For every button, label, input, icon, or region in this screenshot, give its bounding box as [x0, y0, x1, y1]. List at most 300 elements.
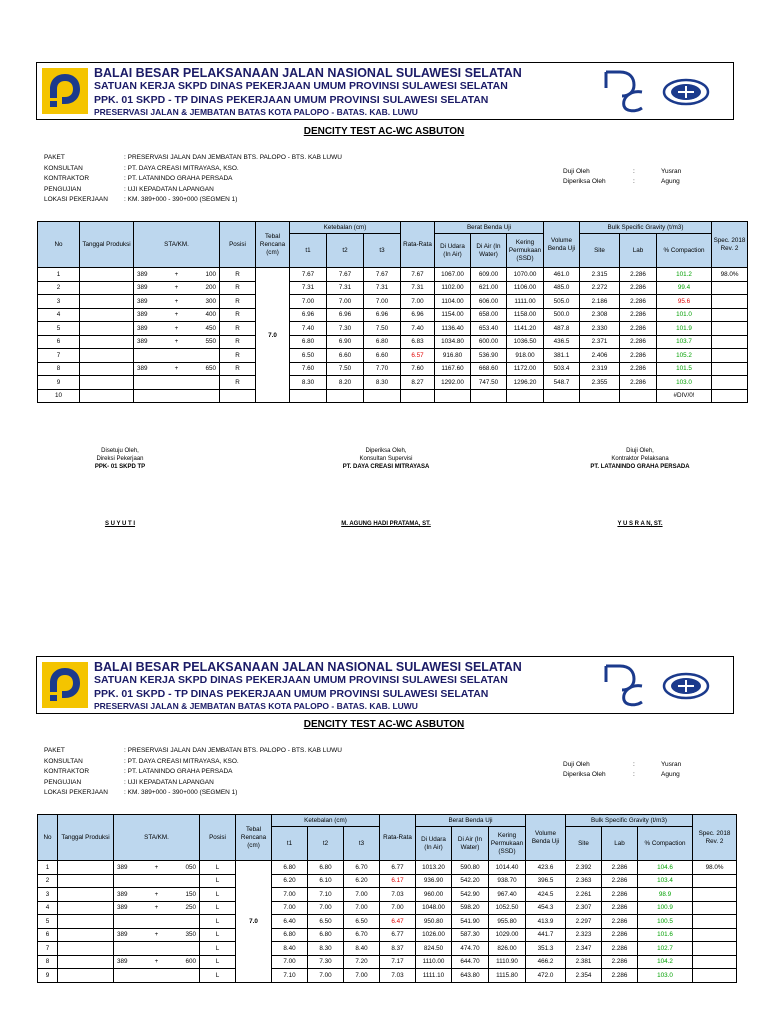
table-row: [38, 335, 748, 349]
cell-volume: 454.3: [526, 901, 566, 915]
sta-part: 550: [205, 338, 216, 346]
cell-kering: 1158.00: [507, 308, 544, 322]
sta-part: 389: [137, 338, 148, 346]
cell-t1: 6.80: [272, 861, 308, 875]
cell-kering: 938.70: [489, 874, 526, 888]
cell-air: 542.20: [452, 874, 489, 888]
info-key: PENGUJIAN: [44, 778, 82, 786]
cell-sta: [114, 955, 200, 969]
cell-udara: 1154.00: [435, 308, 471, 322]
cell-tebal: 7.0: [256, 268, 290, 403]
col-berat: Berat Benda Uji: [416, 815, 526, 827]
cell-compaction: 104.6: [638, 861, 693, 875]
cell-t3: [364, 389, 401, 403]
cell-compaction: 103.7: [657, 335, 712, 349]
cell-rata: 6.17: [380, 874, 416, 888]
cell-rata: 7.03: [380, 969, 416, 983]
cell-t2: 7.30: [308, 955, 344, 969]
density-table: [37, 221, 748, 403]
cell-t2: 6.50: [308, 915, 344, 929]
cell-spec: 98.0%: [693, 861, 737, 875]
col-kering: Kering Permukaan (SSD): [507, 234, 544, 268]
cell-sta: [114, 928, 200, 942]
cell-posisi: R: [220, 349, 256, 363]
info-key: LOKASI PEKERJAAN: [44, 789, 108, 796]
cell-spec: [693, 874, 737, 888]
sta-part: +: [174, 270, 179, 278]
cell-air: [471, 389, 507, 403]
cell-t1: 7.31: [290, 281, 327, 295]
cell-site: 2.354: [566, 969, 602, 983]
cell-compaction: 101.2: [657, 268, 712, 282]
cell-t2: 7.31: [327, 281, 364, 295]
col-lab: Lab: [620, 234, 657, 268]
tester-value: Yusran: [661, 168, 682, 175]
info-row-lokasi: [44, 195, 342, 206]
cell-tanggal: [58, 955, 114, 969]
table-row: [38, 268, 748, 282]
cell-udara: 1110.00: [416, 955, 452, 969]
cell-spec: [712, 281, 748, 295]
cell-posisi: R: [220, 362, 256, 376]
sta-part: 389: [137, 270, 148, 278]
tester-row: [563, 167, 681, 177]
info-value: : PRESERVASI JALAN DAN JEMBATAN BTS. PALOPO - BTS. KAB LUWU: [124, 154, 342, 161]
tester-colon: :: [633, 761, 635, 768]
cell-posisi: L: [200, 955, 236, 969]
sta-part: +: [174, 297, 179, 305]
table-row: [38, 874, 737, 888]
cell-site: 2.308: [580, 308, 620, 322]
cell-spec: [712, 322, 748, 336]
cell-lab: 2.286: [620, 349, 657, 363]
cell-no: 8: [38, 362, 80, 376]
info-row-kontraktor: [44, 174, 342, 185]
sta-part: +: [174, 324, 179, 332]
cell-lab: 2.286: [620, 308, 657, 322]
info-value: : PT. LATANINDO GRAHA PERSADA: [124, 175, 233, 182]
cell-spec: [693, 888, 737, 902]
cell-posisi: L: [200, 874, 236, 888]
cell-compaction: 103.0: [638, 969, 693, 983]
cell-air: 643.80: [452, 969, 489, 983]
sta-value: [135, 284, 218, 291]
info-key: KONTRAKTOR: [44, 175, 90, 182]
cell-udara: 1102.00: [435, 281, 471, 295]
tester-key: Diperiksa Oleh: [563, 771, 606, 778]
cell-t1: 6.20: [272, 874, 308, 888]
cell-t1: [290, 389, 327, 403]
tester-value: Yusran: [661, 761, 682, 768]
table-row: [38, 969, 737, 983]
sta-part: 389: [117, 863, 128, 871]
tester-colon: :: [633, 178, 635, 185]
table-row: [38, 295, 748, 309]
cell-spec: [712, 389, 748, 403]
signature-approver: [20, 447, 220, 471]
cell-t3: 7.50: [364, 322, 401, 336]
density-table-body: [38, 861, 737, 983]
cell-udara: 1167.60: [435, 362, 471, 376]
tester-value: Agung: [661, 771, 680, 778]
cell-spec: [693, 942, 737, 956]
cell-rata: 6.77: [380, 928, 416, 942]
col-t2: t2: [308, 827, 344, 861]
report-header: [36, 656, 734, 714]
cell-t3: 8.40: [344, 942, 380, 956]
cell-t3: 7.00: [344, 969, 380, 983]
cell-sta: [134, 389, 220, 403]
cell-site: 2.381: [566, 955, 602, 969]
sta-part: 350: [185, 931, 196, 939]
cell-volume: 461.0: [544, 268, 580, 282]
cell-no: 7: [38, 349, 80, 363]
cell-t2: [327, 389, 364, 403]
tester-row: [563, 177, 681, 187]
cell-udara: 1136.40: [435, 322, 471, 336]
info-key: KONSULTAN: [44, 164, 83, 172]
cell-rata: 8.27: [401, 376, 435, 390]
col-volume: Volume Benda Uji: [526, 815, 566, 861]
tester-info: [563, 760, 681, 780]
cell-kering: 1296.20: [507, 376, 544, 390]
info-value: : PT. DAYA CREASI MITRAYASA, KSO.: [124, 757, 239, 765]
project-info: [44, 153, 342, 206]
cell-spec: [712, 349, 748, 363]
cell-volume: 423.6: [526, 861, 566, 875]
cell-air: 653.40: [471, 322, 507, 336]
report-title: DENCITY TEST AC-WC ASBUTON: [303, 719, 465, 730]
cell-tanggal: [80, 268, 134, 282]
cell-air: 668.60: [471, 362, 507, 376]
cell-rata: 7.60: [401, 362, 435, 376]
cell-rata: 7.03: [380, 888, 416, 902]
sta-part: 050: [185, 863, 196, 871]
cell-posisi: R: [220, 322, 256, 336]
table-row: [38, 281, 748, 295]
cell-t2: 6.96: [327, 308, 364, 322]
sta-value: [115, 864, 198, 871]
cell-t3: 6.70: [344, 861, 380, 875]
sta-part: 389: [137, 297, 148, 305]
cell-site: 2.330: [580, 322, 620, 336]
cell-t1: 6.80: [290, 335, 327, 349]
header-line-2: SATUAN KERJA SKPD DINAS PEKERJAAN UMUM PROVINSI SULAWESI SELATAN: [94, 80, 508, 92]
table-row: [38, 322, 748, 336]
cell-compaction: 101.9: [657, 322, 712, 336]
cell-lab: [620, 389, 657, 403]
sta-part: 650: [205, 365, 216, 373]
signature-name-reviewer: M. AGUNG HADI PRATAMA, ST.: [341, 521, 431, 527]
table-row: [38, 389, 748, 403]
col-sta: STA/KM.: [134, 222, 220, 268]
cell-t3: 7.00: [344, 888, 380, 902]
cell-lab: 2.286: [602, 888, 638, 902]
cell-air: 536.90: [471, 349, 507, 363]
cell-sta: [114, 942, 200, 956]
sign-line: Kontraktor Pelaksana: [611, 456, 669, 462]
cell-sta: [134, 335, 220, 349]
cell-no: 4: [38, 308, 80, 322]
cell-no: 3: [38, 888, 58, 902]
cell-lab: 2.286: [602, 928, 638, 942]
cell-t1: 7.00: [272, 955, 308, 969]
cell-tanggal: [58, 942, 114, 956]
cell-lab: 2.286: [602, 915, 638, 929]
sta-part: 600: [185, 958, 196, 966]
cell-no: 4: [38, 901, 58, 915]
cell-posisi: L: [200, 901, 236, 915]
cell-udara: 1292.00: [435, 376, 471, 390]
tester-info: [563, 167, 681, 187]
cell-udara: 1013.20: [416, 861, 452, 875]
col-air: Di Air (In Water): [452, 827, 489, 861]
cell-t1: 8.40: [272, 942, 308, 956]
info-value: : KM. 389+000 - 390+000 (SEGMEN 1): [124, 789, 238, 796]
cell-t3: 6.70: [344, 928, 380, 942]
header-line-3: PPK. 01 SKPD - TP DINAS PEKERJAAN UMUM PROVINSI SULAWESI SELATAN: [94, 94, 489, 106]
cell-spec: [712, 308, 748, 322]
cell-tanggal: [58, 928, 114, 942]
info-row-paket: [44, 153, 342, 164]
cell-compaction: 99.4: [657, 281, 712, 295]
pu-logo-icon: [42, 68, 88, 114]
cell-posisi: L: [200, 915, 236, 929]
cell-udara: 916.80: [435, 349, 471, 363]
sign-line: Disetuju Oleh,: [101, 448, 139, 454]
cell-kering: 1029.00: [489, 928, 526, 942]
cell-tanggal: [80, 349, 134, 363]
cell-kering: 1106.00: [507, 281, 544, 295]
cell-site: 2.406: [580, 349, 620, 363]
sta-part: 200: [205, 284, 216, 292]
cell-volume: [544, 389, 580, 403]
cell-posisi: R: [220, 376, 256, 390]
col-udara: Di Udara (In Air): [416, 827, 452, 861]
cell-t2: 6.80: [308, 928, 344, 942]
col-spec: Spec. 2018 Rev. 2: [693, 815, 737, 861]
col-ketebalan: Ketebalan (cm): [290, 222, 401, 234]
cell-t3: 6.50: [344, 915, 380, 929]
col-tanggal: Tanggal Produksi: [58, 815, 114, 861]
cell-volume: 487.8: [544, 322, 580, 336]
cell-air: 609.00: [471, 268, 507, 282]
cell-sta: [134, 376, 220, 390]
header-line-1: BALAI BESAR PELAKSANAAN JALAN NASIONAL SULAWESI SELATAN: [94, 66, 522, 80]
info-row-kontraktor: [44, 767, 342, 778]
cell-udara: 1034.80: [435, 335, 471, 349]
cell-tanggal: [58, 915, 114, 929]
cell-t2: 7.00: [327, 295, 364, 309]
cell-sta: [114, 861, 200, 875]
info-key: PAKET: [44, 747, 65, 754]
cell-volume: 441.7: [526, 928, 566, 942]
cell-kering: 826.00: [489, 942, 526, 956]
info-row-pengujian: [44, 778, 342, 789]
density-table: [37, 814, 737, 983]
cell-rata: 7.67: [401, 268, 435, 282]
cell-rata: 7.00: [401, 295, 435, 309]
cell-air: 598.20: [452, 901, 489, 915]
cell-compaction: 101.0: [657, 308, 712, 322]
cell-udara: 824.50: [416, 942, 452, 956]
col-lab: Lab: [602, 827, 638, 861]
cell-udara: [435, 389, 471, 403]
cell-t1: 7.40: [290, 322, 327, 336]
header-line-4: PRESERVASI JALAN & JEMBATAN BATAS KOTA PALOPO - BATAS. KAB. LUWU: [94, 107, 418, 117]
cell-kering: 1172.00: [507, 362, 544, 376]
cell-udara: 936.90: [416, 874, 452, 888]
col-t2: t2: [327, 234, 364, 268]
tester-key: Duji Oleh: [563, 761, 590, 768]
info-value: : PT. DAYA CREASI MITRAYASA, KSO.: [124, 164, 239, 172]
cell-kering: 1110.90: [489, 955, 526, 969]
cell-kering: 1115.80: [489, 969, 526, 983]
col-no: No: [38, 815, 58, 861]
cell-compaction: 98.9: [638, 888, 693, 902]
cell-sta: [134, 349, 220, 363]
cell-air: 658.00: [471, 308, 507, 322]
cell-lab: 2.286: [602, 942, 638, 956]
cell-volume: 351.3: [526, 942, 566, 956]
table-row: [38, 362, 748, 376]
cell-sta: [134, 281, 220, 295]
cell-kering: 1111.00: [507, 295, 544, 309]
sta-value: [135, 311, 218, 318]
sta-part: 250: [185, 904, 196, 912]
table-row: [38, 861, 737, 875]
cell-t2: 7.67: [327, 268, 364, 282]
cell-rata: 6.96: [401, 308, 435, 322]
cell-udara: 950.80: [416, 915, 452, 929]
cell-spec: [693, 955, 737, 969]
col-t1: t1: [272, 827, 308, 861]
cell-volume: 436.5: [544, 335, 580, 349]
cell-tanggal: [58, 901, 114, 915]
info-value: : PT. LATANINDO GRAHA PERSADA: [124, 768, 233, 775]
cell-t2: 7.00: [308, 901, 344, 915]
cell-posisi: L: [200, 969, 236, 983]
company-logo-icon: [602, 68, 712, 114]
cell-spec: 98.0%: [712, 268, 748, 282]
cell-udara: 1026.00: [416, 928, 452, 942]
cell-tebal: 7.0: [236, 861, 272, 983]
cell-tanggal: [80, 295, 134, 309]
col-t1: t1: [290, 234, 327, 268]
cell-t3: 7.00: [344, 901, 380, 915]
info-row-paket: [44, 746, 342, 757]
cell-lab: 2.286: [620, 268, 657, 282]
cell-sta: [114, 901, 200, 915]
cell-no: 8: [38, 955, 58, 969]
cell-tanggal: [80, 362, 134, 376]
cell-sta: [134, 268, 220, 282]
cell-sta: [114, 969, 200, 983]
cell-kering: 1070.00: [507, 268, 544, 282]
cell-site: 2.355: [580, 376, 620, 390]
cell-volume: 503.4: [544, 362, 580, 376]
sta-part: 389: [117, 958, 128, 966]
col-site: Site: [566, 827, 602, 861]
cell-udara: 1111.10: [416, 969, 452, 983]
sta-value: [115, 958, 198, 965]
tester-key: Diperiksa Oleh: [563, 178, 606, 185]
report-header: [36, 62, 734, 120]
sta-part: 300: [205, 297, 216, 305]
cell-site: 2.363: [566, 874, 602, 888]
cell-posisi: R: [220, 335, 256, 349]
cell-volume: 548.7: [544, 376, 580, 390]
col-kering: Kering Permukaan (SSD): [489, 827, 526, 861]
sta-part: +: [154, 904, 159, 912]
project-info: [44, 746, 342, 799]
cell-no: 3: [38, 295, 80, 309]
sta-value: [135, 271, 218, 278]
cell-rata: 6.83: [401, 335, 435, 349]
cell-tanggal: [80, 281, 134, 295]
cell-site: 2.392: [566, 861, 602, 875]
cell-posisi: R: [220, 281, 256, 295]
col-volume: Volume Benda Uji: [544, 222, 580, 268]
cell-no: 2: [38, 281, 80, 295]
company-logo-icon: [602, 662, 712, 708]
cell-volume: 381.1: [544, 349, 580, 363]
sta-part: 389: [117, 904, 128, 912]
info-key: KONSULTAN: [44, 757, 83, 765]
cell-compaction: 105.2: [657, 349, 712, 363]
cell-no: 5: [38, 322, 80, 336]
sta-part: 389: [117, 890, 128, 898]
pu-logo-icon: [42, 662, 88, 708]
cell-t1: 6.80: [272, 928, 308, 942]
cell-no: 2: [38, 874, 58, 888]
cell-udara: 960.00: [416, 888, 452, 902]
cell-spec: [712, 335, 748, 349]
info-row-konsultan: [44, 757, 342, 768]
cell-t2: 7.50: [327, 362, 364, 376]
info-row-pengujian: [44, 185, 342, 196]
table-row: [38, 928, 737, 942]
cell-compaction: 102.7: [638, 942, 693, 956]
cell-air: 747.50: [471, 376, 507, 390]
sta-part: +: [154, 890, 159, 898]
cell-tanggal: [58, 861, 114, 875]
cell-no: 5: [38, 915, 58, 929]
cell-lab: 2.286: [602, 861, 638, 875]
cell-t3: 6.80: [364, 335, 401, 349]
cell-site: 2.307: [566, 901, 602, 915]
col-t3: t3: [364, 234, 401, 268]
cell-t2: 8.20: [327, 376, 364, 390]
table-row: [38, 888, 737, 902]
cell-tanggal: [58, 888, 114, 902]
col-bulk: Bulk Specific Gravity (t/m3): [580, 222, 712, 234]
cell-volume: 466.2: [526, 955, 566, 969]
cell-udara: 1048.00: [416, 901, 452, 915]
cell-tanggal: [58, 874, 114, 888]
sta-value: [135, 338, 218, 345]
cell-no: 10: [38, 389, 80, 403]
cell-tanggal: [80, 335, 134, 349]
cell-lab: 2.286: [602, 901, 638, 915]
cell-rata: 8.37: [380, 942, 416, 956]
sta-part: 389: [137, 365, 148, 373]
cell-spec: [693, 915, 737, 929]
cell-posisi: R: [220, 295, 256, 309]
sta-part: 389: [137, 311, 148, 319]
cell-spec: [693, 969, 737, 983]
sta-value: [135, 365, 218, 372]
